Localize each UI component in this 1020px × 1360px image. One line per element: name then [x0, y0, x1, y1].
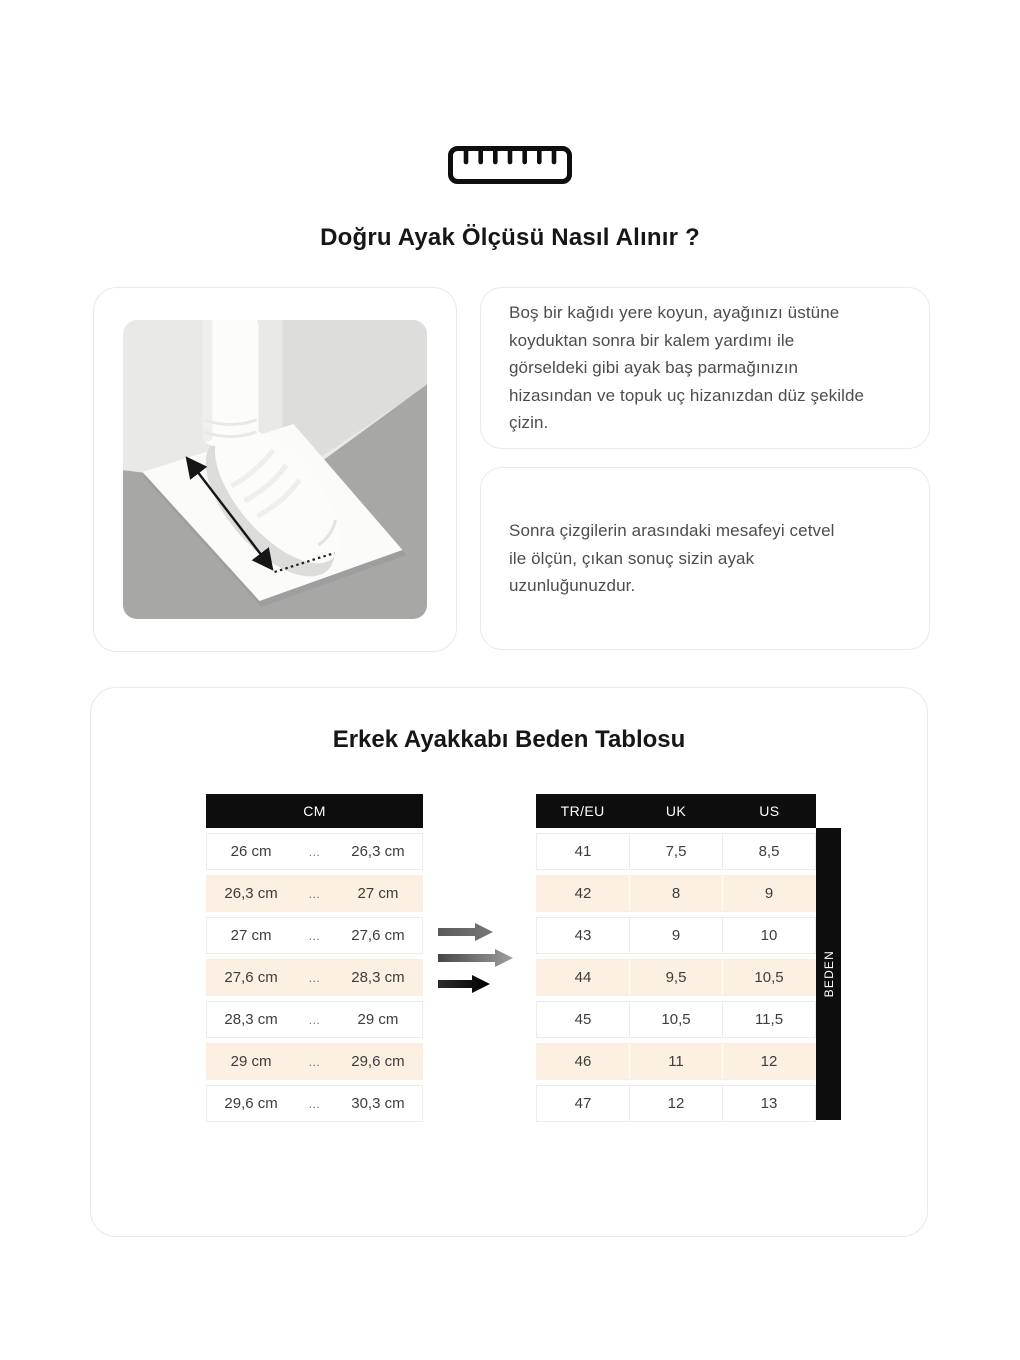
cm-table-header: CM [206, 794, 423, 828]
size-column-header: US [759, 803, 780, 819]
size-cell: 9 [722, 876, 815, 911]
size-cell: 10 [722, 918, 815, 953]
cm-separator: ... [308, 928, 321, 943]
cm-to-cell: 27 cm [357, 885, 399, 902]
cm-to-cell: 28,3 cm [351, 969, 405, 986]
size-cell: 13 [722, 1086, 815, 1121]
size-table-row [536, 875, 816, 912]
size-table-row [536, 1085, 816, 1122]
cm-to-cell: 29 cm [357, 1011, 399, 1028]
cm-from-cell: 26 cm [230, 843, 272, 860]
beden-side-bar [816, 828, 841, 1120]
cm-from-cell: 29 cm [230, 1053, 272, 1070]
size-table-title: Erkek Ayakkabı Beden Tablosu [332, 726, 686, 753]
size-cell: 11,5 [722, 1002, 815, 1037]
instruction-card-measure [480, 467, 930, 650]
cm-table-row [206, 959, 423, 996]
cm-separator: ... [308, 844, 321, 859]
size-table-card [90, 687, 928, 1237]
cm-table [206, 794, 423, 1122]
cm-to-cell: 30,3 cm [351, 1095, 405, 1112]
cm-separator: ... [308, 886, 321, 901]
size-cell: 44 [574, 969, 592, 986]
cm-table-row [206, 1085, 423, 1122]
size-cell: 11 [629, 1044, 722, 1079]
cm-table-row [206, 1001, 423, 1038]
cm-separator: ... [308, 1054, 321, 1069]
cm-to-cell: 27,6 cm [351, 927, 405, 944]
header-icon-row [0, 0, 1020, 184]
size-table-row [536, 1001, 816, 1038]
size-cell: 46 [574, 1053, 592, 1070]
cm-separator: ... [308, 1012, 321, 1027]
size-tables [206, 794, 927, 1122]
instruction-text-draw: Boş bir kağıdı yere koyun, ayağınızı üstüne koyduktan sonra bir kalem yardımı ile görseldeki gibi ayak baş parmağınızın hizasından ve topuk uç hizanızdan düz şekilde çizin. [509, 303, 865, 433]
cm-from-cell: 29,6 cm [224, 1095, 278, 1112]
size-table-body [536, 833, 816, 1122]
size-table-header-row [536, 794, 816, 828]
ruler-icon [448, 146, 572, 184]
cm-table-row [206, 833, 423, 870]
size-table-row [536, 1043, 816, 1080]
cm-from-cell: 26,3 cm [224, 885, 278, 902]
size-column-header: TR/EU [560, 803, 605, 819]
size-table-row [536, 833, 816, 870]
size-table-row [536, 959, 816, 996]
size-cell: 10,5 [722, 960, 815, 995]
cm-table-body [206, 833, 423, 1122]
cm-to-cell: 26,3 cm [351, 843, 405, 860]
size-cell: 42 [574, 885, 592, 902]
size-table-row [536, 917, 816, 954]
size-cell: 9 [629, 918, 722, 953]
cm-table-row [206, 917, 423, 954]
size-cell: 12 [722, 1044, 815, 1079]
cm-from-cell: 27,6 cm [224, 969, 278, 986]
cm-to-cell: 29,6 cm [351, 1053, 405, 1070]
instruction-text-measure: Sonra çizgilerin arasındaki mesafeyi cetvel ile ölçün, çıkan sonuç sizin ayak uzunluğunuzdur. [509, 521, 835, 596]
size-cell: 41 [574, 843, 592, 860]
cm-from-cell: 28,3 cm [224, 1011, 278, 1028]
howto-section [93, 287, 930, 652]
cm-separator: ... [308, 1096, 321, 1111]
size-cell: 43 [574, 927, 592, 944]
cm-from-cell: 27 cm [230, 927, 272, 944]
instruction-cards [480, 287, 930, 652]
size-cell: 9,5 [629, 960, 722, 995]
beden-side-label: BEDEN [821, 950, 836, 998]
size-cell: 8 [629, 876, 722, 911]
instruction-card-draw [480, 287, 930, 449]
cm-separator: ... [308, 970, 321, 985]
page-title: Doğru Ayak Ölçüsü Nasıl Alınır ? [320, 224, 700, 251]
conversion-arrows-icon [438, 922, 513, 994]
size-cell: 8,5 [722, 834, 815, 869]
size-cell: 12 [629, 1086, 722, 1121]
size-cell: 45 [574, 1011, 592, 1028]
size-cell: 10,5 [629, 1002, 722, 1037]
size-conversion-table [536, 794, 816, 1122]
foot-photo-card [93, 287, 457, 652]
size-cell: 47 [574, 1095, 592, 1112]
cm-table-row [206, 875, 423, 912]
cm-table-row [206, 1043, 423, 1080]
size-column-header: UK [665, 803, 687, 819]
foot-measurement-illustration [123, 320, 427, 619]
size-cell: 7,5 [629, 834, 722, 869]
